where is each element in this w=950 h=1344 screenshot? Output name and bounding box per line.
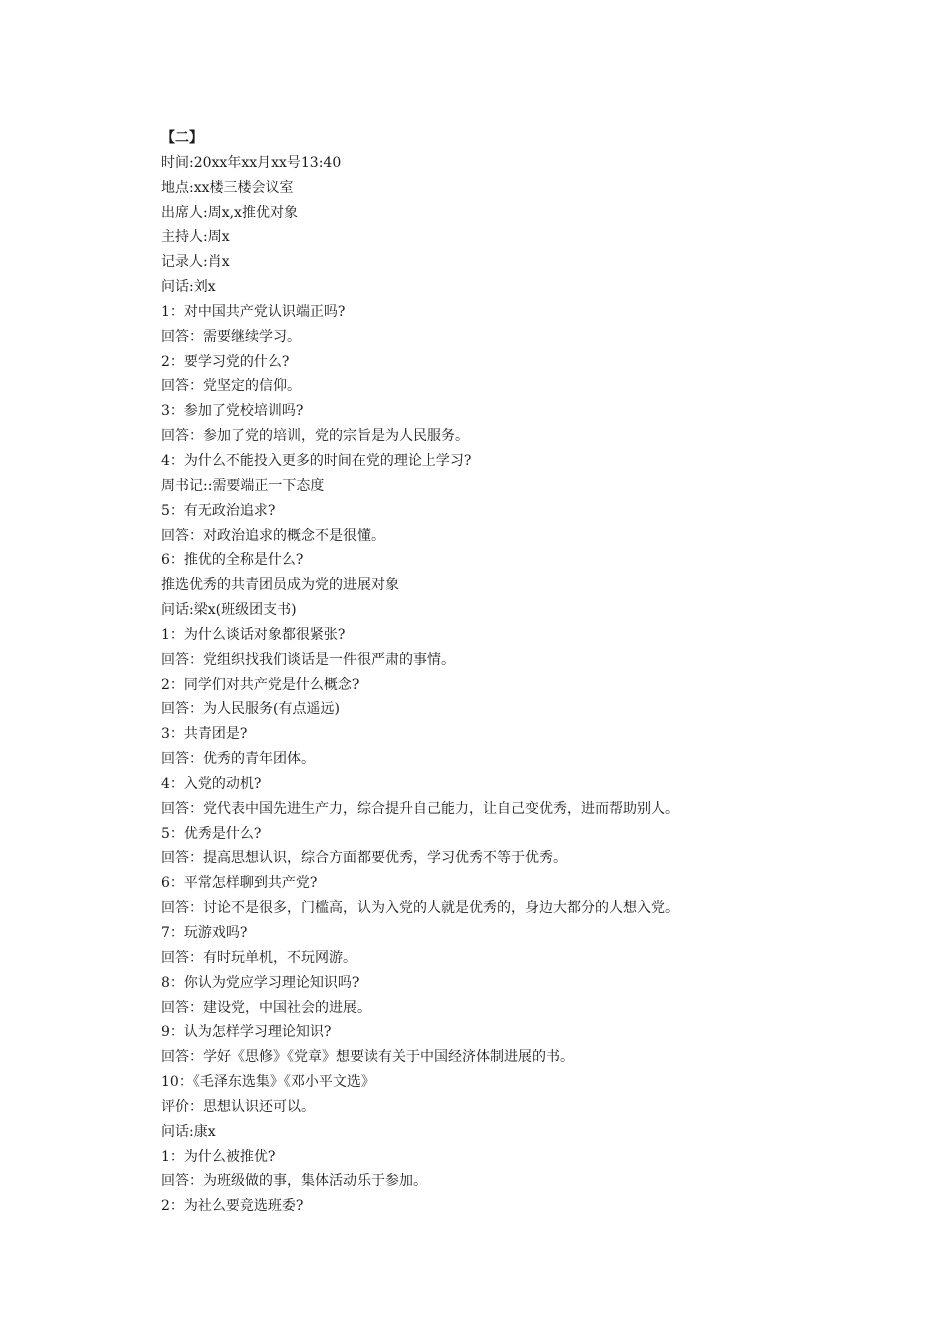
- text-line: 出席人:周x,x推优对象: [161, 204, 298, 221]
- text-lines: [161, 151, 901, 1219]
- text-line: 回答：建设党，中国社会的进展。: [161, 999, 371, 1016]
- text-line: 4：为什么不能投入更多的时间在党的理论上学习?: [161, 452, 472, 469]
- text-line: 回答：党组织找我们谈话是一件很严肃的事情。: [161, 651, 455, 668]
- text-line: 周书记::需要端正一下态度: [161, 477, 325, 494]
- text-line: 9：认为怎样学习理论知识?: [161, 1024, 332, 1041]
- text-line: 7：玩游戏吗?: [161, 925, 248, 941]
- text-line: 主持人:周x: [161, 229, 230, 246]
- text-line: 回答：对政治追求的概念不是很懂。: [161, 527, 385, 544]
- section-heading: 【二】: [161, 130, 203, 146]
- text-line: 回答：学好《思修》《党章》想要读有关于中国经济体制进展的书。: [161, 1049, 574, 1066]
- text-line: 回答：有时玩单机，不玩网游。: [161, 949, 357, 966]
- text-line: 2：同学们对共产党是什么概念?: [161, 676, 360, 693]
- text-line: 6：平常怎样聊到共产党?: [161, 875, 318, 892]
- text-line: 问话:康x: [161, 1123, 216, 1140]
- text-line: 8：你认为党应学习理论知识吗?: [161, 974, 360, 991]
- text-line: 回答：优秀的青年团体。: [161, 751, 315, 768]
- text-line: 回答：参加了党的培训，党的宗旨是为人民服务。: [161, 428, 469, 445]
- text-line: 1：为什么谈话对象都很紧张?: [161, 626, 346, 643]
- text-line: 2：要学习党的什么?: [161, 353, 290, 370]
- text-line: 5：有无政治追求?: [161, 502, 276, 519]
- text-line: 回答：讨论不是很多，门槛高，认为入党的人就是优秀的，身边大都分的人想入党。: [161, 900, 679, 917]
- text-line: 地点:xx楼三楼会议室: [161, 179, 294, 196]
- document-body: [161, 126, 901, 1219]
- text-line: 问话:刘x: [161, 279, 216, 296]
- text-line: 10：《毛泽东选集》《邓小平文选》: [161, 1074, 375, 1091]
- text-line: 评价：思想认识还可以。: [161, 1098, 315, 1115]
- text-line: 5：优秀是什么?: [161, 825, 262, 842]
- text-line: 记录人:肖x: [161, 254, 230, 271]
- text-line: 1：对中国共产党认识端正吗?: [161, 303, 346, 320]
- text-line: 3：共青团是?: [161, 726, 248, 743]
- text-line: 回答：提高思想认识，综合方面都要优秀，学习优秀不等于优秀。: [161, 850, 567, 867]
- text-line: 回答：为班级做的事，集体活动乐于参加。: [161, 1173, 427, 1190]
- text-line: 3：参加了党校培训吗?: [161, 403, 304, 420]
- text-line: 时间:20xx年xx月xx号13:40: [161, 154, 342, 171]
- text-line: 回答：需要继续学习。: [161, 328, 301, 345]
- text-line: 4：入党的动机?: [161, 775, 262, 792]
- text-line: 1：为什么被推优?: [161, 1148, 276, 1165]
- text-line: 6：推优的全称是什么?: [161, 552, 304, 569]
- text-line: 推选优秀的共青团员成为党的进展对象: [161, 577, 399, 594]
- text-line: 回答：党代表中国先进生产力，综合提升自己能力，让自己变优秀，进而帮助别人。: [161, 800, 679, 817]
- text-line: 回答：党坚定的信仰。: [161, 378, 301, 395]
- text-line: 回答：为人民服务(有点遥远): [161, 701, 340, 718]
- text-line: 问话:梁x(班级团支书): [161, 602, 297, 619]
- text-line: 2：为社么要竞选班委?: [161, 1198, 304, 1215]
